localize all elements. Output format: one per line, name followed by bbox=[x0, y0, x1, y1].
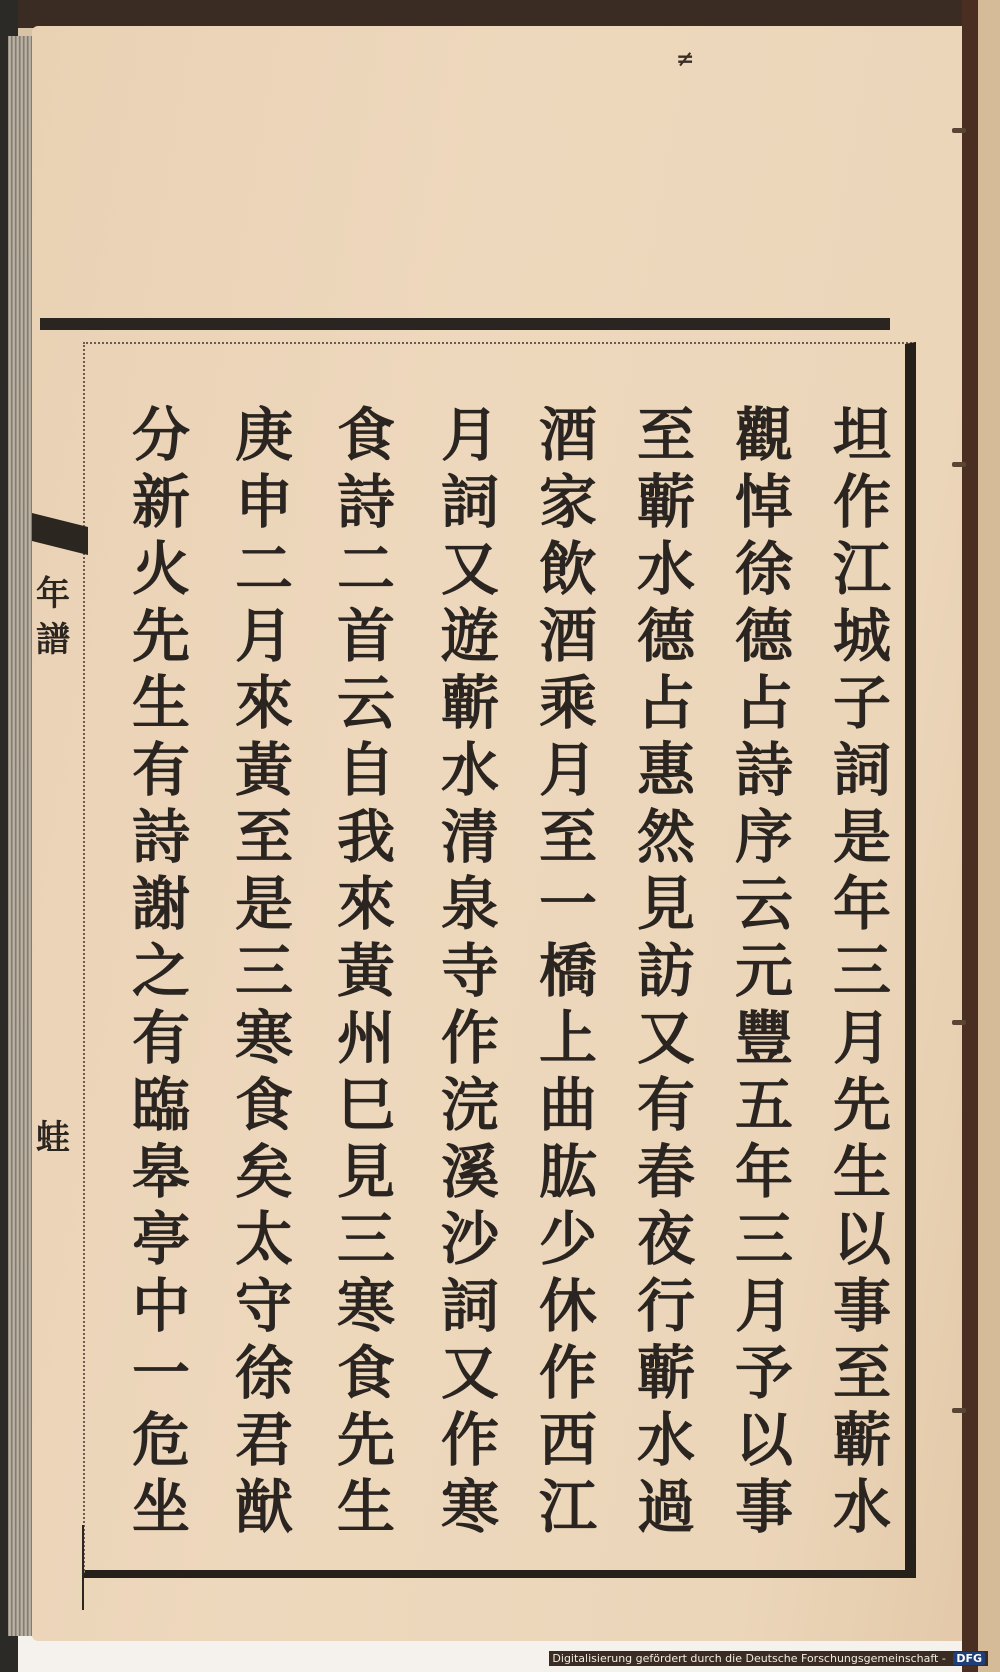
text-column-2: 觀悼徐德占詩序云元豐五年三月予以事 bbox=[725, 404, 793, 1543]
binding-stitch bbox=[952, 462, 966, 467]
binding-stitch bbox=[952, 1408, 966, 1413]
upper-border-rule bbox=[40, 318, 890, 330]
dfg-logo: DFG bbox=[953, 1652, 985, 1665]
text-column-8: 分新火先生有詩謝之有臨皋亭中一危坐 bbox=[122, 404, 190, 1543]
text-column-4: 酒家飲酒乘月至一橋上曲肱少休作西江 bbox=[529, 404, 597, 1543]
digitization-credit bbox=[549, 1651, 988, 1666]
text-column-3: 至蘄水德占惠然見訪又有春夜行蘄水過 bbox=[627, 404, 695, 1543]
top-ink-mark: ≠ bbox=[676, 46, 695, 72]
next-page-edge bbox=[978, 0, 1000, 1672]
text-column-6: 食詩二首云自我來黃州巳見三寒食先生 bbox=[327, 404, 395, 1543]
page-stack-edge bbox=[8, 36, 32, 1636]
text-column-1: 坦作江城子詞是年三月先生以事至蘄水 bbox=[823, 404, 891, 1543]
gutter-rule bbox=[82, 1525, 84, 1610]
text-column-5: 月詞又遊蘄水清泉寺作浣溪沙詞又作寒 bbox=[431, 404, 499, 1543]
text-column-7: 庚申二月來黃至是三寒食矣太守徐君猷 bbox=[225, 404, 293, 1543]
binding-gap bbox=[962, 0, 978, 1672]
binding-stitch bbox=[952, 128, 966, 133]
scanner-top-band bbox=[0, 0, 1000, 28]
credit-text: Digitalisierung gefördert durch die Deutsche Forschungsgemeinschaft - bbox=[552, 1652, 946, 1665]
gutter-page-mark: 蛙 bbox=[36, 1118, 70, 1158]
binding-stitch bbox=[952, 1020, 966, 1025]
gutter-title-upper: 年 bbox=[36, 574, 70, 614]
gutter-title-lower: 譜 bbox=[36, 620, 70, 660]
